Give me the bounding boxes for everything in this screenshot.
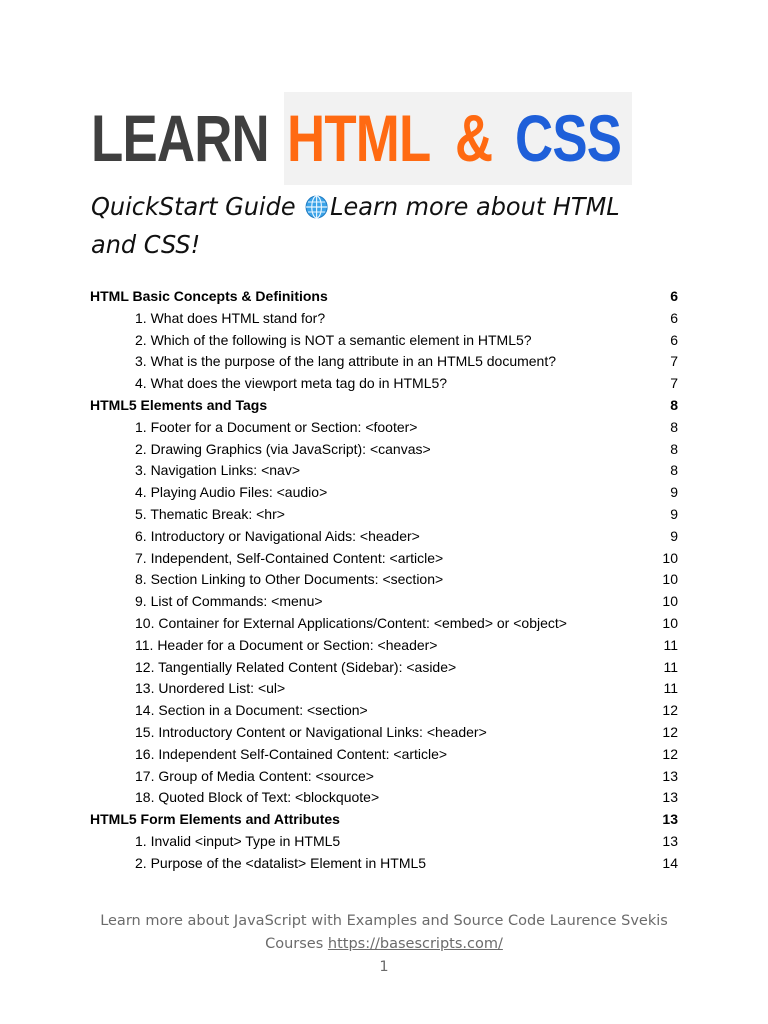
toc-page-number: 9 xyxy=(670,527,678,544)
toc-title: 16. Independent Self-Contained Content: <article> xyxy=(135,745,448,762)
toc-title: HTML5 Elements and Tags xyxy=(90,396,268,413)
toc-page-number: 6 xyxy=(670,288,678,304)
toc-title: 2. Purpose of the <datalist> Element in HTML5 xyxy=(135,854,427,871)
globe-icon xyxy=(305,192,328,216)
toc-page-number: 8 xyxy=(670,440,678,457)
toc-title: HTML Basic Concepts & Definitions xyxy=(90,288,328,304)
toc-page-number: 13 xyxy=(662,832,678,849)
toc-item[interactable] xyxy=(90,831,680,853)
toc-title: 14. Section in a Document: <section> xyxy=(135,702,368,719)
toc-title: 13. Unordered List: <ul> xyxy=(135,680,286,697)
toc-page-number: 9 xyxy=(670,484,678,501)
toc-title: HTML5 Form Elements and Attributes xyxy=(90,811,340,828)
toc-item[interactable] xyxy=(90,678,680,700)
toc-item[interactable] xyxy=(90,548,680,570)
toc-page-number: 12 xyxy=(662,745,678,762)
toc-item[interactable] xyxy=(90,591,680,613)
toc-item[interactable] xyxy=(90,766,680,788)
subtitle-part2: Learn more about HTML xyxy=(330,192,620,221)
toc-title: 10. Container for External Applications/Content: <embed> or <object> xyxy=(135,614,567,631)
toc-page-number: 6 xyxy=(670,309,678,326)
toc-title: 15. Introductory Content or Navigational Links: <header> xyxy=(135,723,487,740)
toc-page-number: 12 xyxy=(662,702,678,719)
toc-page-number: 10 xyxy=(662,614,678,631)
toc-item[interactable] xyxy=(90,417,680,439)
toc-page-number: 14 xyxy=(662,854,678,871)
toc-page-number: 10 xyxy=(662,571,678,588)
toc-item[interactable] xyxy=(90,482,680,504)
toc-title: 3. What is the purpose of the lang attribute in an HTML5 document? xyxy=(135,353,557,370)
footer-courses: Courses xyxy=(265,936,324,952)
toc-page-number: 8 xyxy=(670,462,678,479)
toc-section[interactable] xyxy=(90,395,680,417)
toc-title: 1. Footer for a Document or Section: <footer> xyxy=(135,418,418,435)
toc-section[interactable] xyxy=(90,286,680,308)
toc-title: 1. Invalid <input> Type in HTML5 xyxy=(135,832,341,849)
toc-page-number: 8 xyxy=(670,396,678,413)
footer-link[interactable]: https://basescripts.com/ xyxy=(327,936,503,952)
toc-title: 17. Group of Media Content: <source> xyxy=(135,767,374,784)
toc-item[interactable] xyxy=(90,635,680,657)
toc-page-number: 11 xyxy=(663,636,678,653)
toc-page-number: 10 xyxy=(662,549,678,566)
toc-page-number: 13 xyxy=(662,789,678,806)
toc-page-number: 10 xyxy=(662,593,678,610)
toc-title: 6. Introductory or Navigational Aids: <header> xyxy=(135,527,420,544)
title-html: HTML xyxy=(287,101,431,175)
toc-item[interactable] xyxy=(90,308,680,330)
toc-item[interactable] xyxy=(90,330,680,352)
page-footer xyxy=(0,910,768,979)
toc-item[interactable] xyxy=(90,853,680,875)
footer-line1: Learn more about JavaScript with Examples and Source Code Laurence Svekis xyxy=(100,913,668,929)
toc-title: 11. Header for a Document or Section: <header> xyxy=(135,636,438,653)
toc-page-number: 11 xyxy=(663,658,678,675)
toc-item[interactable] xyxy=(90,657,680,679)
toc-page-number: 9 xyxy=(670,505,678,522)
toc-page-number: 13 xyxy=(662,811,678,828)
toc-title: 4. Playing Audio Files: <audio> xyxy=(135,484,328,501)
toc-item[interactable] xyxy=(90,787,680,809)
toc-page-number: 7 xyxy=(670,353,678,370)
toc-item[interactable] xyxy=(90,373,680,395)
toc-title: 7. Independent, Self-Contained Content: <article> xyxy=(135,549,444,566)
toc-item[interactable] xyxy=(90,504,680,526)
toc-item[interactable] xyxy=(90,351,680,373)
toc-page-number: 6 xyxy=(670,331,678,348)
title-learn: LEARN xyxy=(91,101,269,175)
title-banner xyxy=(91,92,622,185)
toc-title: 12. Tangentially Related Content (Sidebar): <aside> xyxy=(135,658,457,675)
toc-item[interactable] xyxy=(90,613,680,635)
toc-title: 8. Section Linking to Other Documents: <section> xyxy=(135,571,444,588)
toc-page-number: 12 xyxy=(662,723,678,740)
toc-title: 9. List of Commands: <menu> xyxy=(135,593,323,610)
toc-title: 1. What does HTML stand for? xyxy=(135,309,326,326)
table-of-contents xyxy=(90,286,680,875)
subtitle xyxy=(91,188,667,264)
toc-title: 3. Navigation Links: <nav> xyxy=(135,462,300,479)
footer-line2 xyxy=(0,933,768,956)
toc-item[interactable] xyxy=(90,569,680,591)
toc-title: 2. Drawing Graphics (via JavaScript): <canvas> xyxy=(135,440,431,457)
toc-title: 4. What does the viewport meta tag do in HTML5? xyxy=(135,375,448,392)
subtitle-part1: QuickStart Guide xyxy=(91,192,296,221)
toc-item[interactable] xyxy=(90,460,680,482)
toc-title: 18. Quoted Block of Text: <blockquote> xyxy=(135,789,380,806)
toc-page-number: 8 xyxy=(670,418,678,435)
toc-item[interactable] xyxy=(90,526,680,548)
page-number: 1 xyxy=(379,959,389,975)
title-ampersand: & xyxy=(455,101,494,175)
toc-item[interactable] xyxy=(90,439,680,461)
toc-title: 5. Thematic Break: <hr> xyxy=(135,505,285,522)
subtitle-part3: and CSS! xyxy=(91,230,201,259)
toc-item[interactable] xyxy=(90,744,680,766)
title-css: CSS xyxy=(515,101,622,175)
toc-title: 2. Which of the following is NOT a semantic element in HTML5? xyxy=(135,331,532,348)
toc-page-number: 11 xyxy=(663,680,678,697)
toc-item[interactable] xyxy=(90,722,680,744)
toc-page-number: 13 xyxy=(662,767,678,784)
toc-section[interactable] xyxy=(90,809,680,831)
toc-page-number: 7 xyxy=(670,375,678,392)
toc-item[interactable] xyxy=(90,700,680,722)
